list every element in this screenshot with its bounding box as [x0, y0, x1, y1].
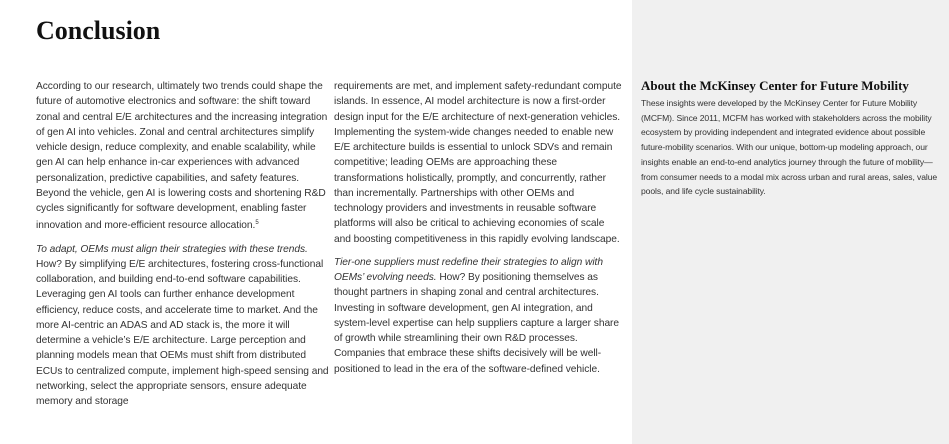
- sidebar-text: These insights were developed by the McKinsey Center for Future Mobility (MCFM). Since 2011, MCFM has worked with stakeholders across the mobility ecosystem by providing independent and integrated evidence about possible future-mobility scenarios. With our unique, bottom-up modeling approach, our insights enable an end-to-end analytics journey through the future of mobility—from consumer needs to a modal mix across urban and rural areas, sales, value pools, and life cycle sustainability.: [641, 98, 938, 197]
- text-column-left: [36, 79, 332, 409]
- paragraph-trends: [36, 79, 332, 234]
- footnote-marker: 5: [255, 220, 259, 227]
- paragraph-oem-strategy-body: How? By simplifying E/E architectures, fostering cross-functional collaboration, and building end-to-end software capabilities. Leveraging gen AI tools can further enhance development efficiency, reduce costs, and accelerate time to market. And the more AI-centric an ADAS and AD stack is, the more it will determine a vehicle’s E/E architecture. Large perception and planning models mean that OEMs must shift from distributed ECUs to centralized compute, implement high-speed sensing and networking, select the appropriate sensors, ensure adequate memory and storage: [36, 258, 329, 407]
- paragraph-supplier-strategy-body: How? By positioning themselves as thought partners in shaping zonal and central architectures. Investing in software development, gen AI integration, and system-level expertise can help suppliers capture a larger share of growth while streamlining their own R&D processes. Companies that embrace these shifts decisively will be well-positioned to lead in the era of the software-defined vehicle.: [334, 272, 620, 375]
- paragraph-trends-text: According to our research, ultimately two trends could shape the future of automotive electronics and software: the shift toward zonal and central E/E architectures and the increasing integration of gen AI into vehicles. Zonal and central architectures simplify vehicle design, reduce complexity, and enable scalability, while gen AI can help enhance in-car experiences with advanced personalization, predictive capabilities, and safety features. Beyond the vehicle, gen AI is lowering costs and shortening R&D cycles significantly for software development, enabling faster innovation and more-efficient resource allocation.: [36, 81, 328, 232]
- page-title: Conclusion: [36, 16, 161, 45]
- paragraph-supplier-strategy-lead: Tier-one suppliers must redefine their strategies to align with OEMs’ evolving needs.: [334, 256, 603, 283]
- paragraph-architecture: requirements are met, and implement safety-redundant compute islands. In essence, AI model architecture is now a first-order design input for the E/E architecture of next-generation vehicles. Implementing the system-wide changes needed to enable new E/E architecture builds is essential to unlock SDVs and remain competitive; leading OEMs are approaching these transformations holistically, promptly, and concurrently, rather than incrementally. Partnerships with other OEMs and technology providers and investments in reusable software platforms will also be critical to achieving economies of scale and boosting competitiveness in this rapidly evolving landscape.: [334, 81, 622, 245]
- paragraph-oem-strategy-lead: To adapt, OEMs must align their strategies with these trends.: [36, 243, 308, 255]
- paragraph-supplier-strategy: [334, 255, 622, 377]
- sidebar-panel: [632, 0, 949, 444]
- paragraph-oem-strategy: [36, 242, 332, 410]
- text-column-right: [334, 79, 622, 377]
- sidebar-title: About the McKinsey Center for Future Mobility: [641, 78, 909, 93]
